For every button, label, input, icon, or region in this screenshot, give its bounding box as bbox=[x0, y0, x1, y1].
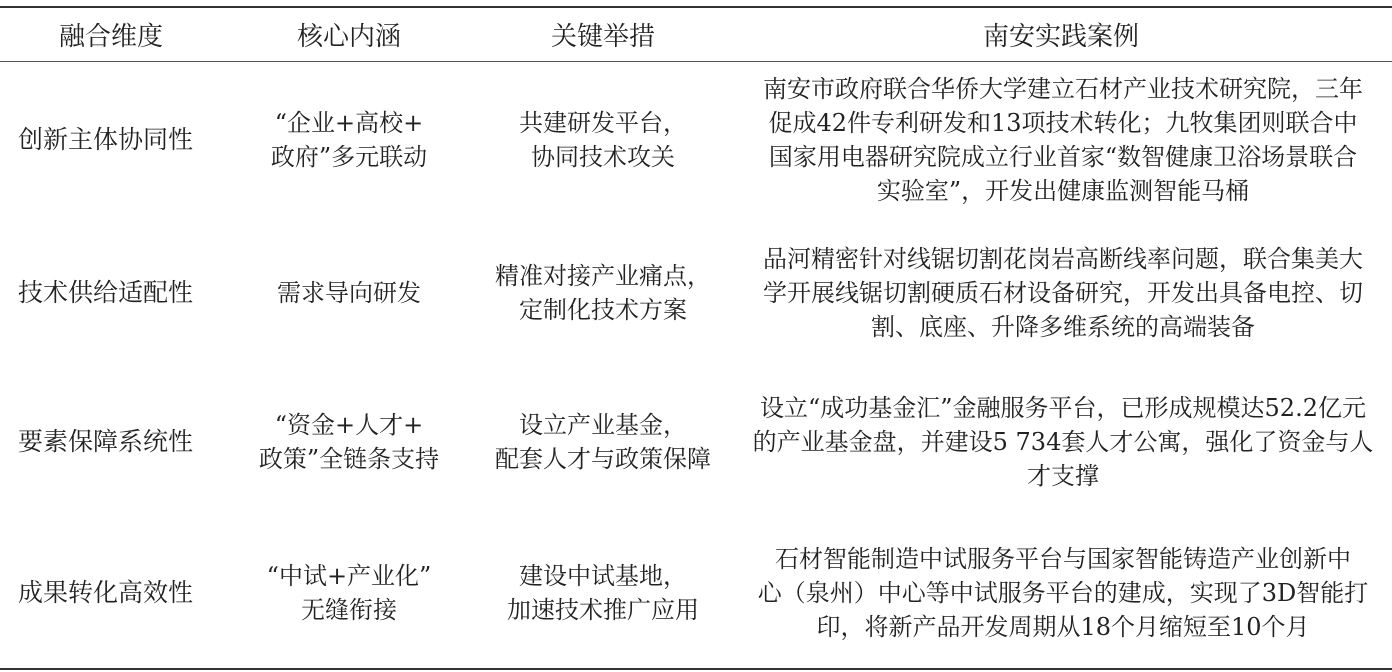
header-connotation: 核心内涵 bbox=[222, 7, 476, 61]
header-measures: 关键举措 bbox=[476, 7, 730, 61]
measures-cell bbox=[476, 367, 730, 517]
connotation-line: 政策”全链条支持 bbox=[258, 445, 440, 473]
case-line: 才支撑 bbox=[1027, 462, 1099, 490]
measures-line: 加速技术推广应用 bbox=[507, 595, 699, 624]
measures-line: 设立产业基金， bbox=[519, 411, 687, 439]
connotation-line: “中试+产业化” bbox=[266, 561, 432, 590]
case-line: 设立“成功基金汇”金融服务平台，已形成规模达52.2亿元 bbox=[760, 394, 1366, 422]
case-cell bbox=[730, 367, 1392, 517]
connotation-line: 无缝衔接 bbox=[301, 595, 397, 624]
connotation-line: “资金+人才+ bbox=[274, 411, 424, 439]
measures-line: 精准对接产业痛点， bbox=[495, 262, 711, 290]
table-header bbox=[0, 7, 1392, 61]
case-line: 国家用电器研究院成立行业首家“数智健康卫浴场景联合 bbox=[768, 143, 1358, 172]
case-line: 石材智能制造中试服务平台与国家智能铸造产业创新中 bbox=[775, 544, 1351, 573]
connotation-line: 政府”多元联动 bbox=[270, 143, 428, 172]
case-cell bbox=[730, 61, 1392, 219]
connotation-cell bbox=[222, 517, 476, 669]
measures-line: 建设中试基地， bbox=[519, 561, 687, 590]
dimension-cell: 创新主体协同性 bbox=[18, 125, 194, 155]
case-cell bbox=[730, 517, 1392, 669]
case-line: 心（泉州）中心等中试服务平台的建成，实现了3D智能打 bbox=[757, 578, 1369, 607]
measures-cell bbox=[476, 61, 730, 219]
table-row bbox=[0, 367, 1392, 517]
case-line: 割、底座、升降多维系统的高端装备 bbox=[871, 313, 1255, 341]
case-cell bbox=[730, 219, 1392, 367]
header-case: 南安实践案例 bbox=[730, 7, 1392, 61]
case-line: 学开展线锯切割硬质石材设备研究，开发出具备电控、切 bbox=[763, 279, 1363, 307]
connotation-line: 需求导向研发 bbox=[277, 279, 421, 307]
dimension-cell: 要素保障系统性 bbox=[18, 427, 194, 456]
case-line: 的产业基金盘，并建设5 734套人才公寓，强化了资金与人 bbox=[752, 428, 1374, 456]
table-row bbox=[0, 219, 1392, 367]
dimension-cell: 技术供给适配性 bbox=[18, 278, 194, 307]
table-body bbox=[0, 61, 1392, 669]
connotation-cell bbox=[222, 219, 476, 367]
connotation-line: “企业+高校+ bbox=[274, 109, 424, 138]
table-row bbox=[0, 517, 1392, 669]
case-line: 实验室”，开发出健康监测智能马桶 bbox=[876, 177, 1250, 206]
integration-dimensions-table bbox=[0, 6, 1392, 670]
measures-line: 定制化技术方案 bbox=[519, 296, 687, 324]
measures-line: 配套人才与政策保障 bbox=[495, 445, 711, 473]
header-row bbox=[0, 7, 1392, 61]
measures-cell bbox=[476, 219, 730, 367]
case-line: 南安市政府联合华侨大学建立石材产业技术研究院，三年 bbox=[763, 75, 1363, 104]
connotation-cell bbox=[222, 367, 476, 517]
table-row bbox=[0, 61, 1392, 219]
measures-line: 共建研发平台， bbox=[519, 109, 687, 138]
connotation-cell bbox=[222, 61, 476, 219]
measures-cell bbox=[476, 517, 730, 669]
case-line: 品河精密针对线锯切割花岗岩高断线率问题，联合集美大 bbox=[763, 245, 1363, 273]
dimension-cell: 成果转化高效性 bbox=[0, 517, 222, 669]
measures-line: 协同技术攻关 bbox=[531, 143, 675, 172]
case-line: 促成42件专利研发和13项技术转化；九牧集团则联合中 bbox=[768, 109, 1358, 138]
case-line: 印，将新产品开发周期从18个月缩短至10个月 bbox=[816, 612, 1310, 641]
header-dimension: 融合维度 bbox=[0, 7, 222, 61]
